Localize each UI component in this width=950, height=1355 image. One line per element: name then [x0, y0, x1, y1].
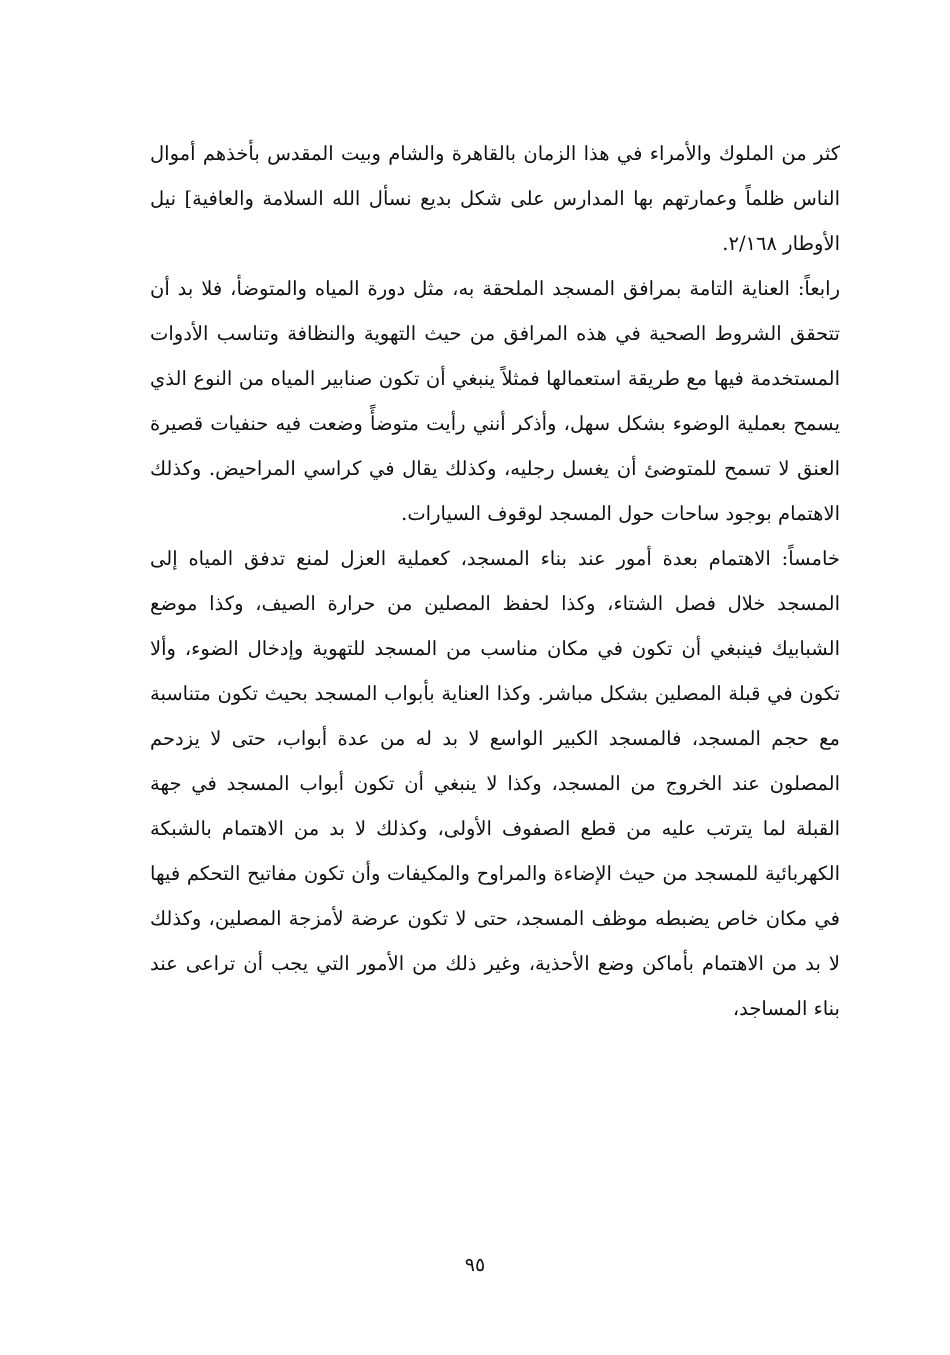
paragraph-fifth	[150, 536, 840, 1031]
body-text	[150, 131, 840, 1031]
paragraph-text: كثر من الملوك والأمراء في هذا الزمان بالقاهرة والشام وبيت المقدس بأخذهم أموال الناس ظلماً وعمارتهم بها المدارس على شكل بديع نسأل الله السلامة والعافية] نيل الأوطار ٢/١٦٨.	[150, 142, 840, 255]
paragraph-text: العناية التامة بمرافق المسجد الملحقة به، مثل دورة المياه والمتوضأ، فلا بد أن تتحقق الشروط الصحية في هذه المرافق من حيث التهوية والنظافة وتناسب الأدوات المستخدمة فيها مع طريقة استعمالها فمثلاً ينبغي أن تكون صنابير المياه من النوع الذي يسمح بعملية الوضوء بشكل سهل، وأذكر أنني رأيت متوضأً وضعت فيه حنفيات قصيرة العنق لا تسمح للمتوضئ أن يغسل رجليه، وكذلك يقال في كراسي المراحيض. وكذلك الاهتمام بوجود ساحات حول المسجد لوقوف السيارات.	[150, 277, 840, 525]
page-number: ٩٥	[464, 1254, 486, 1276]
paragraph-text: الاهتمام بعدة أمور عند بناء المسجد، كعملية العزل لمنع تدفق المياه إلى المسجد خلال فصل الشتاء، وكذا لحفظ المصلين من حرارة الصيف، وكذا موضع الشبابيك فينبغي أن تكون في مكان مناسب من المسجد للتهوية وإدخال الضوء، وألا تكون في قبلة المصلين بشكل مباشر. وكذا العناية بأبواب المسجد بحيث تكون متناسبة مع حجم المسجد، فالمسجد الكبير الواسع لا بد له من عدة أبواب، حتى لا يزدحم المصلون عند الخروج من المسجد، وكذا لا ينبغي أن تكون أبواب المسجد في جهة القبلة لما يترتب عليه من قطع الصفوف الأولى، وكذلك لا بد من الاهتمام بالشبكة الكهربائية للمسجد من حيث الإضاءة والمراوح والمكيفات وأن تكون مفاتيح التحكم فيها في مكان خاص يضبطه موظف المسجد، حتى لا تكون عرضة لأمزجة المصلين، وكذلك لا بد من الاهتمام بأماكن وضع الأحذية، وغير ذلك من الأمور التي يجب أن تراعى عند بناء المساجد،	[150, 547, 840, 1020]
paragraph-lead-fourth: رابعاً:	[797, 277, 840, 300]
paragraph-fourth	[150, 266, 840, 536]
paragraph-continuation	[150, 131, 840, 266]
paragraph-lead-fifth: خامساً:	[781, 547, 840, 570]
